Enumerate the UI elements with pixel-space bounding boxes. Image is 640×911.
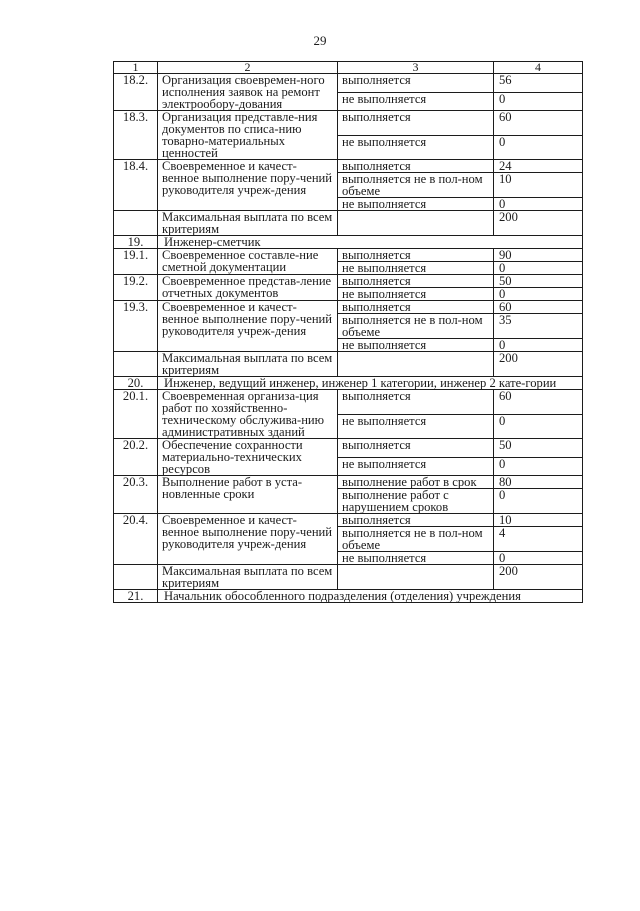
- option-value: 56: [494, 74, 583, 93]
- criterion-text: Выполнение работ в уста-новленные сроки: [158, 476, 338, 514]
- section-title: Начальник обособленного подразделения (отделения) учреждения: [158, 590, 583, 603]
- criterion-number: 20.3.: [114, 476, 158, 514]
- option-label: не выполняется: [338, 92, 494, 111]
- criterion-text: Своевременная организа-ция работ по хозяйственно-техническому обслужива-нию административных зданий: [158, 390, 338, 439]
- header-cell: 1: [114, 62, 158, 74]
- empty-cell: [338, 565, 494, 590]
- option-label: не выполняется: [338, 198, 494, 211]
- option-label: выполняется: [338, 111, 494, 136]
- empty-cell: [338, 211, 494, 236]
- option-label: не выполняется: [338, 339, 494, 352]
- max-payment-row: [114, 565, 583, 590]
- option-value: 10: [494, 173, 583, 198]
- max-payment-label: Максимальная выплата по всем критериям: [158, 565, 338, 590]
- option-label: не выполняется: [338, 135, 494, 160]
- table-row: [114, 514, 583, 527]
- option-value: 90: [494, 249, 583, 262]
- max-payment-value: 200: [494, 565, 583, 590]
- option-value: 80: [494, 476, 583, 489]
- table-row: [114, 111, 583, 136]
- option-label: выполняется не в пол-ном объеме: [338, 527, 494, 552]
- option-label: выполняется: [338, 160, 494, 173]
- option-label: выполняется: [338, 249, 494, 262]
- criterion-text: Своевременное составле-ние сметной документации: [158, 249, 338, 275]
- option-value: 0: [494, 198, 583, 211]
- empty-cell: [114, 211, 158, 236]
- criterion-number: 20.1.: [114, 390, 158, 439]
- table-row: [114, 301, 583, 314]
- option-value: 0: [494, 135, 583, 160]
- option-label: выполнение работ с нарушением сроков: [338, 489, 494, 514]
- option-label: выполняется: [338, 74, 494, 93]
- header-cell: 4: [494, 62, 583, 74]
- option-value: 0: [494, 339, 583, 352]
- table-row: [114, 160, 583, 173]
- max-payment-row: [114, 211, 583, 236]
- section-row: [114, 590, 583, 603]
- option-value: 60: [494, 301, 583, 314]
- option-label: выполняется: [338, 301, 494, 314]
- criterion-number: 18.4.: [114, 160, 158, 211]
- empty-cell: [114, 565, 158, 590]
- option-label: выполняется: [338, 390, 494, 415]
- option-label: выполнение работ в срок: [338, 476, 494, 489]
- max-payment-row: [114, 352, 583, 377]
- criterion-number: 19.1.: [114, 249, 158, 275]
- max-payment-value: 200: [494, 352, 583, 377]
- criterion-text: Своевременное и качест-венное выполнение пору-чений руководителя учреж-дения: [158, 301, 338, 352]
- table-row: [114, 249, 583, 262]
- option-value: 10: [494, 514, 583, 527]
- max-payment-value: 200: [494, 211, 583, 236]
- criterion-number: 20.4.: [114, 514, 158, 565]
- option-value: 60: [494, 390, 583, 415]
- option-value: 60: [494, 111, 583, 136]
- table-header-row: [114, 62, 583, 74]
- section-title: Инженер-сметчик: [158, 236, 583, 249]
- option-value: 4: [494, 527, 583, 552]
- criterion-text: Своевременное и качест-венное выполнение пору-чений руководителя учреж-дения: [158, 514, 338, 565]
- section-number: 21.: [114, 590, 158, 603]
- option-label: не выполняется: [338, 262, 494, 275]
- option-label: не выполняется: [338, 414, 494, 439]
- option-value: 0: [494, 262, 583, 275]
- option-label: не выполняется: [338, 288, 494, 301]
- option-label: выполняется не в пол-ном объеме: [338, 173, 494, 198]
- option-value: 0: [494, 92, 583, 111]
- page-number: 29: [313, 33, 327, 48]
- option-value: 0: [494, 414, 583, 439]
- table-row: [114, 439, 583, 458]
- option-value: 24: [494, 160, 583, 173]
- option-value: 50: [494, 439, 583, 458]
- criterion-number: 19.3.: [114, 301, 158, 352]
- table-row: [114, 74, 583, 93]
- header-cell: 3: [338, 62, 494, 74]
- criteria-table-body: [114, 62, 583, 603]
- criterion-text: Организация своевремен-ного исполнения заявок на ремонт электрообору-дования: [158, 74, 338, 111]
- option-value: 0: [494, 457, 583, 476]
- criterion-number: 20.2.: [114, 439, 158, 476]
- criterion-text: Организация представле-ния документов по списа-нию товарно-материальных ценностей: [158, 111, 338, 160]
- section-number: 20.: [114, 377, 158, 390]
- header-cell: 2: [158, 62, 338, 74]
- option-label: выполняется: [338, 514, 494, 527]
- section-number: 19.: [114, 236, 158, 249]
- section-row: [114, 377, 583, 390]
- max-payment-label: Максимальная выплата по всем критериям: [158, 211, 338, 236]
- criterion-number: 18.3.: [114, 111, 158, 160]
- empty-cell: [114, 352, 158, 377]
- criteria-table: [113, 61, 583, 603]
- option-value: 0: [494, 489, 583, 514]
- option-value: 0: [494, 288, 583, 301]
- criterion-text: Обеспечение сохранности материально-технических ресурсов: [158, 439, 338, 476]
- option-label: не выполняется: [338, 552, 494, 565]
- option-label: выполняется: [338, 275, 494, 288]
- option-label: не выполняется: [338, 457, 494, 476]
- table-row: [114, 476, 583, 489]
- section-title: Инженер, ведущий инженер, инженер 1 категории, инженер 2 кате-гории: [158, 377, 583, 390]
- option-label: выполняется не в пол-ном объеме: [338, 314, 494, 339]
- option-value: 0: [494, 552, 583, 565]
- empty-cell: [338, 352, 494, 377]
- criterion-text: Своевременное представ-ление отчетных документов: [158, 275, 338, 301]
- criterion-number: 18.2.: [114, 74, 158, 111]
- criterion-number: 19.2.: [114, 275, 158, 301]
- max-payment-label: Максимальная выплата по всем критериям: [158, 352, 338, 377]
- option-value: 50: [494, 275, 583, 288]
- option-value: 35: [494, 314, 583, 339]
- table-row: [114, 390, 583, 415]
- option-label: выполняется: [338, 439, 494, 458]
- section-row: [114, 236, 583, 249]
- criterion-text: Своевременное и качест-венное выполнение пору-чений руководителя учреж-дения: [158, 160, 338, 211]
- table-row: [114, 275, 583, 288]
